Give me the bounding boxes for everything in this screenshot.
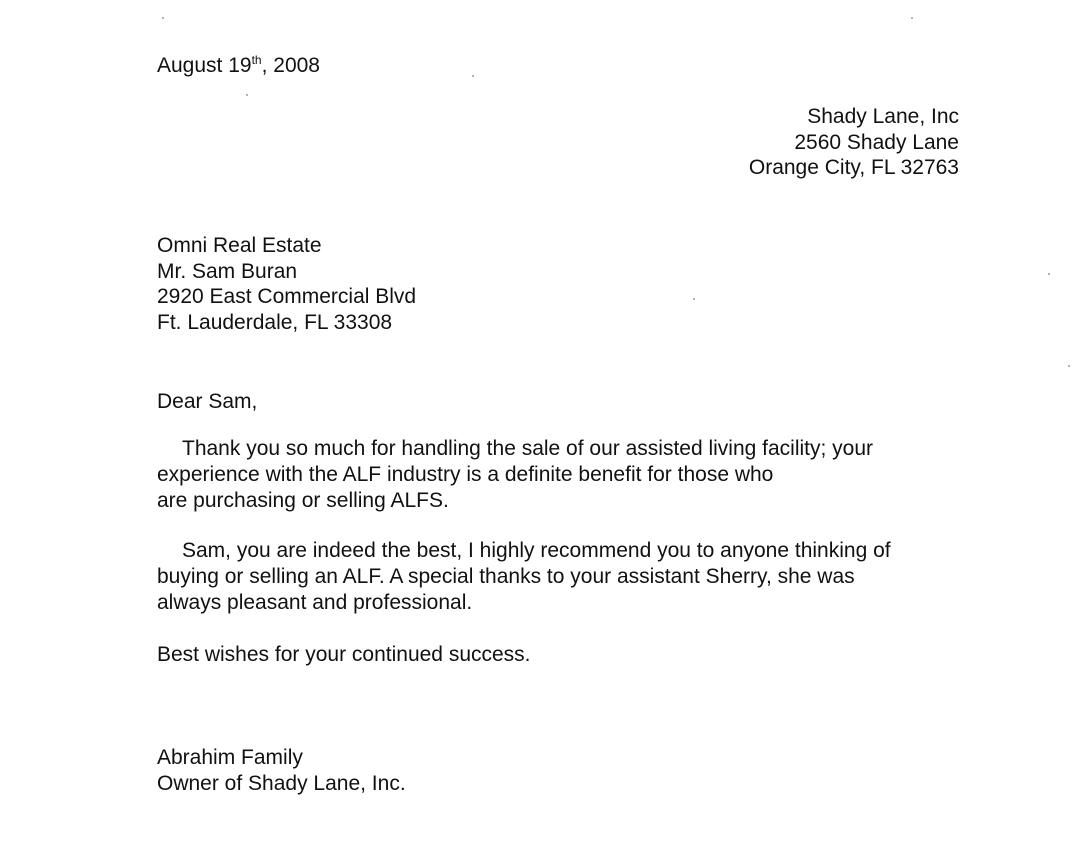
- paragraph-line: Sam, you are indeed the best, I highly recommend you to anyone thinking of: [182, 539, 891, 562]
- date-month-day: August 19: [157, 54, 252, 77]
- scan-speck: [693, 298, 695, 300]
- signature-title: Owner of Shady Lane, Inc.: [157, 771, 406, 795]
- scan-speck: [911, 17, 913, 19]
- recipient-street: 2920 East Commercial Blvd: [157, 285, 417, 308]
- date-suffix: th: [251, 53, 262, 67]
- scan-speck: [162, 17, 164, 19]
- paragraph-line: Thank you so much for handling the sale of our assisted living facility; your: [182, 437, 874, 460]
- scan-speck: [1068, 365, 1070, 367]
- paragraph-line: always pleasant and professional.: [157, 591, 473, 614]
- paragraph-line: buying or selling an ALF. A special thanks to your assistant Sherry, she was: [157, 565, 855, 588]
- body-paragraph: [157, 538, 891, 616]
- recipient-name: Mr. Sam Buran: [157, 259, 298, 283]
- scan-speck: [1048, 273, 1050, 275]
- paragraph-line: are purchasing or selling ALFS.: [157, 489, 449, 512]
- closing-line: Best wishes for your continued success.: [157, 643, 531, 666]
- letter-date: [157, 53, 320, 78]
- scan-speck: [246, 94, 248, 96]
- body-paragraph: [157, 436, 873, 514]
- sender-street: 2560 Shady Lane: [794, 130, 959, 154]
- paragraph-line: experience with the ALF industry is a definite benefit for those who: [157, 463, 774, 486]
- salutation: Dear Sam,: [157, 390, 258, 413]
- recipient-address: [157, 233, 416, 335]
- recipient-city-state-zip: Ft. Lauderdale, FL 33308: [157, 310, 393, 334]
- recipient-company: Omni Real Estate: [157, 234, 322, 257]
- scan-speck: [472, 75, 474, 77]
- signature-block: [157, 745, 406, 796]
- date-year: , 2008: [261, 54, 320, 77]
- sender-name: Shady Lane, Inc: [807, 105, 959, 128]
- signature-name: Abrahim Family: [157, 746, 303, 769]
- sender-city-state-zip: Orange City, FL 32763: [748, 156, 959, 179]
- sender-address: [749, 104, 959, 181]
